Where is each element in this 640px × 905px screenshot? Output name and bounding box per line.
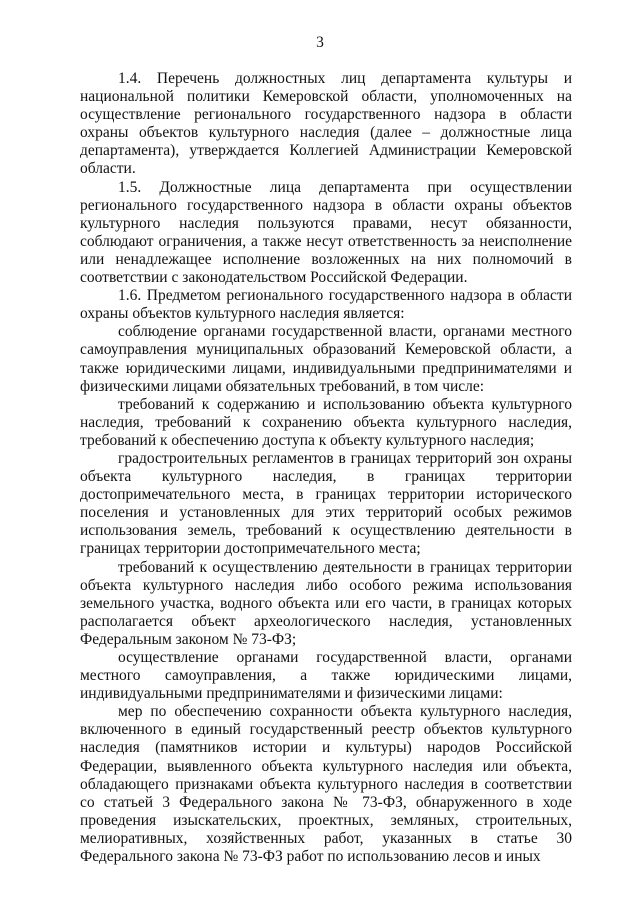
paragraph-preservation-measures: мер по обеспечению сохранности объекта культурного наследия, включенного в единый государственный реестр объектов культурного наследия (памятников истории и культуры) народов Российской Федерации, выявленного объекта культурного наследия или объекта, обладающего признаками объекта культурного наследия в соответствии со статьей 3 Федерального закона № 73-ФЗ, обнаруженного в ходе проведения изыскательских, проектных, земляных, строительных, мелиоративных, хозяйственных работ, указанных в статье 30 Федерального закона № 73-ФЗ работ по использованию лесов и иных <box>80 703 572 866</box>
paragraph-activity-requirements: требований к осуществлению деятельности в границах территории объекта культурного наследия либо особого режима использования земельного участка, водного объекта или его части, в границах которых располагается объект археологического наследия, установленных Федеральным законом № 73-ФЗ; <box>80 558 572 648</box>
paragraph-maintenance-requirements: требований к содержанию и использованию объекта культурного наследия, требований к сохранению объекта культурного наследия, требований к обеспечению доступа к объекту культурного наследия; <box>80 395 572 449</box>
paragraph-1-6: 1.6. Предметом регионального государственного надзора в области охраны объектов культурного наследия является: <box>80 287 572 323</box>
document-body <box>80 70 572 866</box>
page-number: 3 <box>316 34 324 51</box>
paragraph-1-5: 1.5. Должностные лица департамента при осуществлении регионального государственного надзора в области охраны объектов культурного наследия пользуются правами, несут обязанности, соблюдают ограничения, а также несут ответственность за неисполнение или ненадлежащее исполнение возложенных на них полномочий в соответствии с законодательством Российской Федерации. <box>80 178 572 287</box>
paragraph-compliance: соблюдение органами государственной власти, органами местного самоуправления муниципальных образований Кемеровской области, а также юридическими лицами, индивидуальными предпринимателями и физическими лицами обязательных требований, в том числе: <box>80 323 572 395</box>
paragraph-1-4: 1.4. Перечень должностных лиц департамента культуры и национальной политики Кемеровской области, уполномоченных на осуществление регионального государственного надзора в области охраны объектов культурного наследия (далее – должностные лица департамента), утверждается Коллегией Администрации Кемеровской области. <box>80 70 572 178</box>
paragraph-urban-planning-regulations: градостроительных регламентов в границах территорий зон охраны объекта культурного наследия, в границах территории достопримечательного места, в границах территории исторического поселения и установленных для этих территорий особых режимов использования земель, требований к осуществлению деятельности в границах территории достопримечательного места; <box>80 449 572 558</box>
paragraph-implementation: осуществление органами государственной власти, органами местного самоуправления, а также юридическими лицами, индивидуальными предпринимателями и физическими лицами: <box>80 649 572 703</box>
